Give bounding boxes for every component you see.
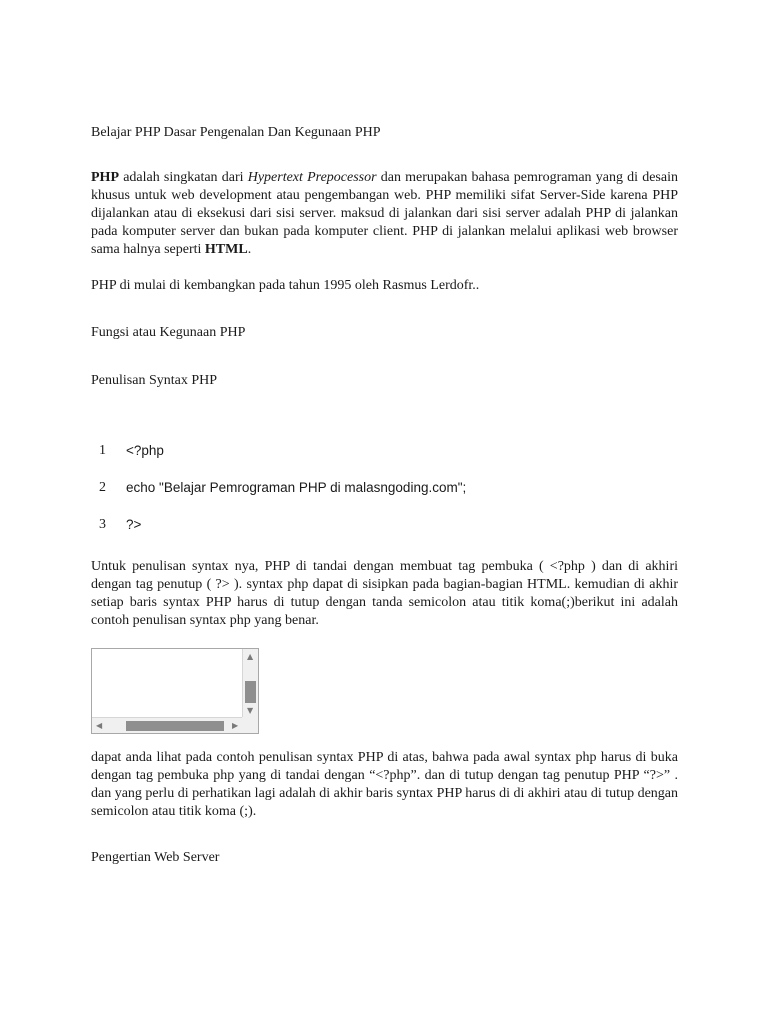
scroll-left-arrow-icon[interactable]: ◀ (96, 721, 103, 730)
line-number: 2 (99, 480, 106, 495)
page-title: Belajar PHP Dasar Pengenalan Dan Kegunaan PHP (91, 125, 381, 140)
syntax-explanation-paragraph: Untuk penulisan syntax nya, PHP di tandai dengan membuat tag pembuka ( <?php ) dan di akhiri dengan tag penutup ( ?> ). syntax php dapat di sisipkan pada bagian-bagian HTML. kemudian di akhir setiap baris syntax PHP harus di tutup dengan tanda semicolon atau titik koma(;)berikut ini adalah contoh penulisan syntax php yang benar. (91, 559, 678, 628)
line-number: 3 (99, 517, 106, 532)
code-text: echo "Belajar Pemrograman PHP di malasngoding.com"; (126, 480, 467, 495)
vertical-scrollbar[interactable] (242, 649, 258, 718)
html-bold: HTML (204, 242, 248, 257)
scroll-down-arrow-icon[interactable]: ▼ (247, 706, 254, 715)
scroll-up-arrow-icon[interactable]: ▲ (247, 652, 254, 661)
embedded-code-box[interactable] (91, 648, 259, 734)
history-paragraph: PHP di mulai di kembangkan pada tahun 1995 oleh Rasmus Lerdofr.. (91, 278, 480, 293)
horizontal-scrollbar[interactable] (92, 717, 244, 733)
code-text: ?> (126, 517, 142, 532)
horizontal-scroll-thumb[interactable] (126, 721, 224, 731)
section-heading-webserver: Pengertian Web Server (91, 850, 220, 865)
intro-paragraph (91, 169, 678, 259)
scrollbar-corner (242, 717, 258, 733)
intro-text-3: . (247, 242, 252, 257)
intro-text-2: dan merupakan bahasa pemrograman yang di desain khusus untuk web development atau pengembangan web. PHP memiliki sifat Server-Side karena PHP dijalankan atau di eksekusi dari sisi server. maksud di jalankan dari sisi server adalah PHP di jalankan pada komputer server dan bukan pada komputer client. PHP di jalankan melalui aplikasi web browser sama halnya seperti (91, 170, 678, 257)
hypertext-italic: Hypertext Prepocessor (247, 170, 377, 185)
intro-text-1: adalah singkatan dari (119, 170, 248, 185)
line-number: 1 (99, 443, 106, 458)
php-bold: PHP (91, 170, 119, 185)
vertical-scroll-thumb[interactable] (245, 681, 256, 703)
code-text: <?php (126, 443, 164, 458)
section-heading-syntax: Penulisan Syntax PHP (91, 373, 218, 388)
section-heading-fungsi: Fungsi atau Kegunaan PHP (91, 325, 246, 340)
scroll-right-arrow-icon[interactable]: ▶ (232, 721, 239, 730)
example-note-paragraph: dapat anda lihat pada contoh penulisan syntax PHP di atas, bahwa pada awal syntax php harus di buka dengan tag pembuka php yang di tandai dengan “<?php”. dan di tutup dengan tag penutup PHP “?>” . dan yang perlu di perhatikan lagi adalah di akhir baris syntax PHP harus di di akhiri atau di tutup dengan semicolon atau titik koma (;). (91, 750, 678, 819)
